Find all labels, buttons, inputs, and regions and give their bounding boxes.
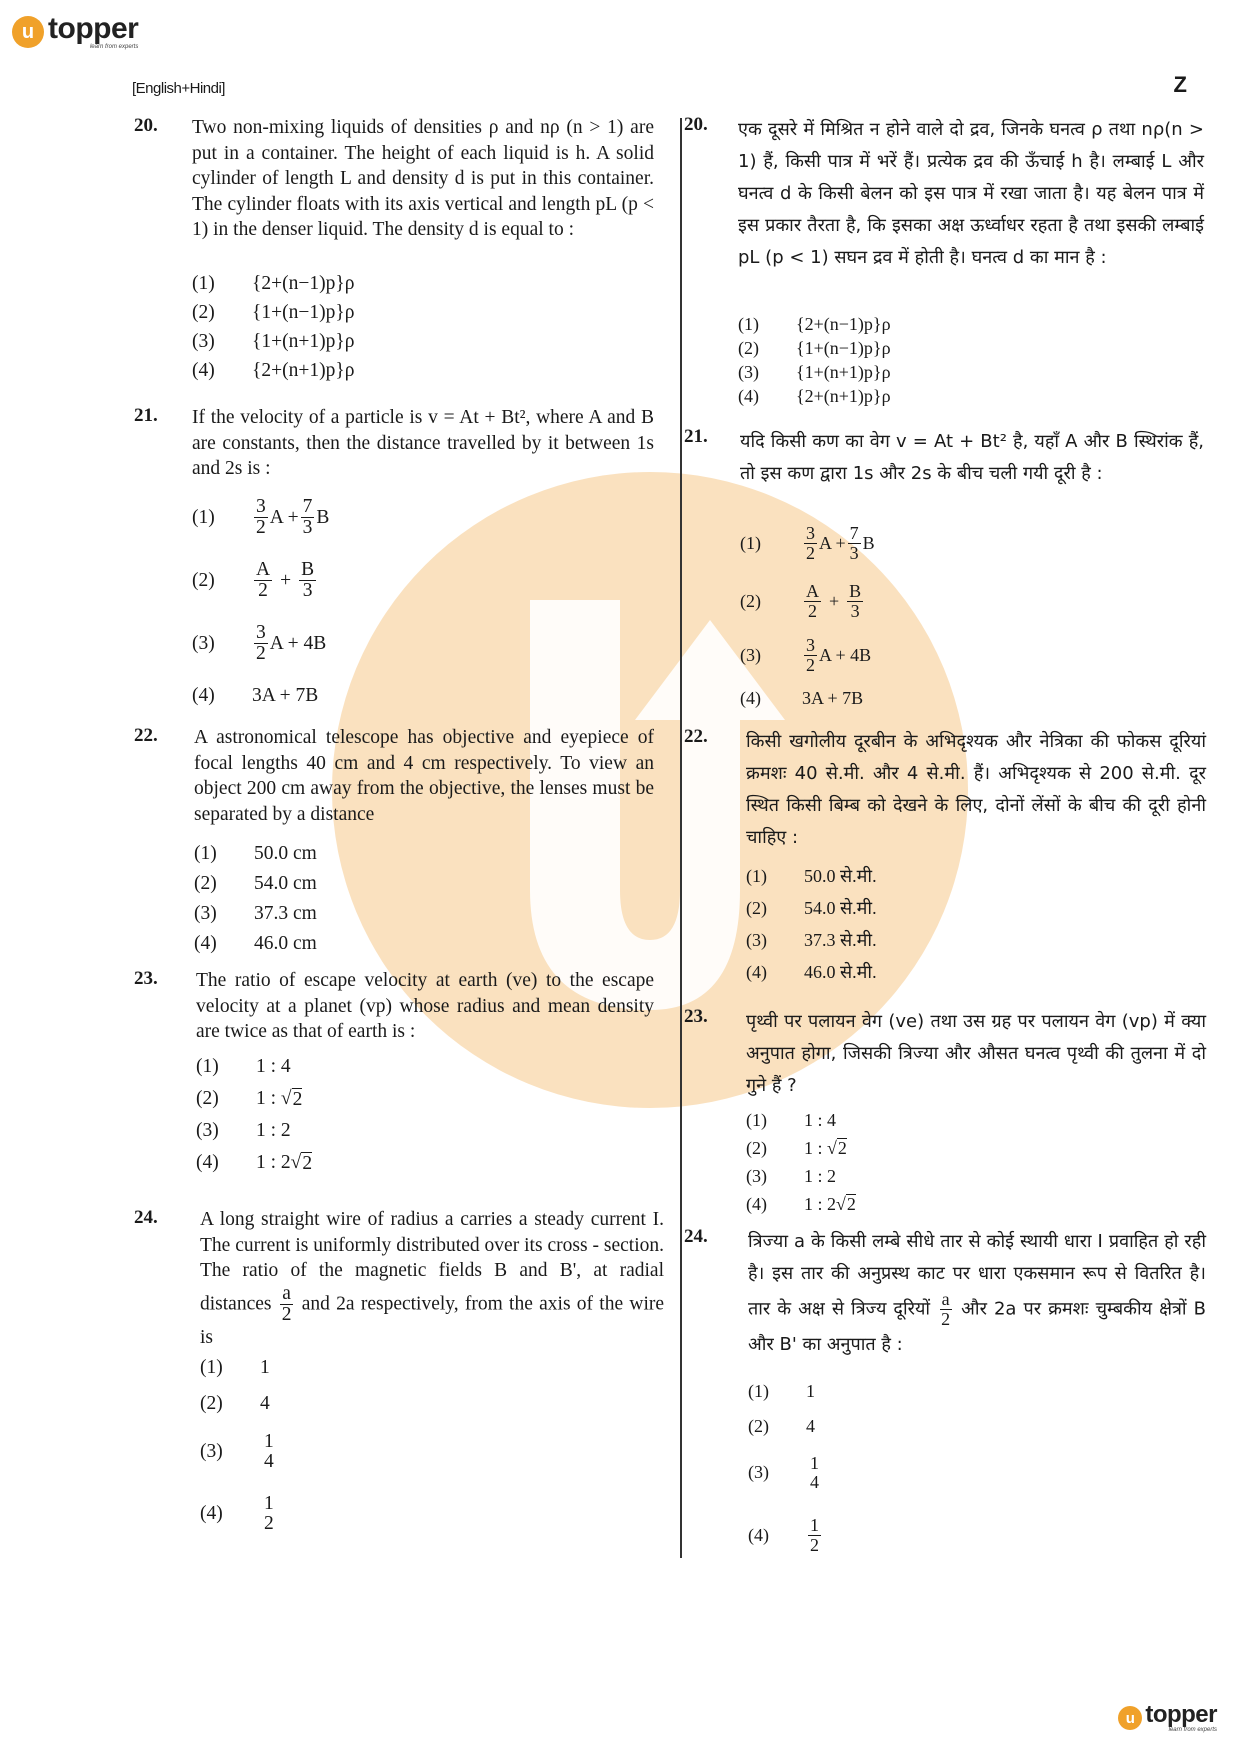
topper-logo-footer [1118,1703,1217,1733]
option-2: (2) 4 [748,1416,815,1436]
question-number: 20. [684,114,708,135]
option-1: (1) $\frac{3}{2}$ A + $\frac{7}{3}$ B [192,496,330,539]
question-20-en [134,115,654,381]
question-23-en [134,968,654,1174]
language-label: [English+Hindi] [132,80,225,97]
question-number: 23. [134,968,158,989]
question-22-en [134,725,654,954]
option-2: (2) {1+(n−1)p}ρ [192,302,355,323]
option-3: (3) {1+(n+1)p}ρ [192,331,355,352]
option-3: (3) 1 4 [200,1431,274,1473]
option-4: (4) {2+(n+1)p}ρ [192,360,355,381]
question-text: A long straight wire of radius a carries a steady current I. The current is uniformly distributed over its cross - section. The ratio of the magnetic fields B and B', at radial distances $\frac{a}{2}$ and 2a respectively, from the axis of the wire is [200,1209,665,1349]
question-23-hi [684,1006,1206,1215]
option-2: (2) 4 [200,1393,270,1414]
option-1: (1) 1 : 4 [196,1056,291,1077]
question-text: एक दूसरे में मिश्रित न होने वाले दो द्रव, जिनके घनत्व ρ तथा nρ(n > 1) हैं, किसी पात्र में भरें हैं। प्रत्येक द्रव की ऊँचाई h है। लम्बाई L और घनत्व d के किसी बेलन को इस पात्र में रखा जाता है। यह बेलन पात्र में इस प्रकार तैरता है, कि इसका अक्ष ऊर्ध्वाधर रहता है तथा इसकी लम्बाई pL (p < 1) सघन द्रव में होती है। घनत्व d का मान है : [738,119,1204,268]
option-1: (1) $\frac{3}{2}$ A + $\frac{7}{3}$ B [740,523,875,563]
option-2: (2) $\frac{A}{2}$ + $\frac{B}{3}$ [192,559,315,602]
paper-code: Z [1173,72,1187,97]
option-4: (4) 1 : 2 √ 2 [196,1152,313,1174]
option-2: (2) 1 : √ 2 [746,1138,847,1159]
question-24-en [134,1207,665,1535]
question-20-hi [684,114,1204,406]
option-4: (4) 1 : 2 √ 2 [746,1194,856,1215]
question-21-en [134,405,654,706]
topper-logo [12,14,138,50]
option-1: (1) 50.0 cm [194,843,317,864]
logo-tagline: learn from experts [89,44,139,50]
option-3: (3) 1 4 [748,1453,819,1492]
logo-circle-icon: u [12,16,44,48]
option-3: (3) $\frac{3}{2}$ A + 4B [192,622,327,665]
option-2: (2) $\frac{A}{2}$ + $\frac{B}{3}$ [740,581,862,621]
option-4: (4) $\frac{1}{2}$ [748,1515,819,1555]
logo-text: topper [1145,1701,1217,1728]
option-2: (2) {1+(n−1)p}ρ [738,338,891,358]
question-text: Two non-mixing liquids of densities ρ and nρ (n > 1) are put in a container. The height of each liquid is h. A solid cylinder of length L and density d is put in this container. The cylinder floats with its axis vertical and length pL (p < 1) in the denser liquid. The density d is equal to : [192,117,654,240]
question-text: यदि किसी कण का वेग v = At + Bt² है, यहाँ A और B स्थिरांक हैं, तो इस कण द्वारा 1s और 2s के बीच चली गयी दूरी है : [740,431,1204,484]
option-3: (3) {1+(n+1)p}ρ [738,362,891,382]
option-1: (1) {2+(n−1)p}ρ [192,273,355,294]
logo-tagline: learn from experts [1168,1727,1217,1733]
question-number: 21. [684,426,708,447]
option-1: (1) {2+(n−1)p}ρ [738,314,891,334]
question-21-hi [684,426,1204,708]
option-3: (3) 37.3 cm [194,903,317,924]
option-3: (3) $\frac{3}{2}$ A + 4B [740,635,872,675]
question-24-hi [684,1226,1206,1555]
question-text: त्रिज्या a के किसी लम्बे सीधे तार से कोई स्थायी धारा I प्रवाहित हो रही है। इस तार की अनुप्रस्थ काट पर धारा एकसमान रूप से वितरित है। तार के अक्ष से त्रिज्य दूरियों $\frac{a}{2}$ और 2a पर क्रमशः चुम्बकीय क्षेत्रों B और B' का अनुपात है : [748,1231,1206,1355]
question-number: 24. [684,1226,708,1247]
logo-circle-icon: u [1118,1706,1142,1730]
question-number: 22. [684,726,708,747]
option-4: (4) 1 2 [200,1493,274,1535]
option-2: (2) 1 : √ 2 [196,1088,303,1110]
option-2: (2) 54.0 cm [194,873,317,894]
option-1: (1) 1 [748,1381,815,1401]
question-number: 22. [134,725,158,746]
question-text: A astronomical telescope has objective and eyepiece of focal lengths 40 cm and 4 cm respectively. To view an object 200 cm away from the objective, the lenses must be separated by a distance [194,727,654,825]
question-number: 20. [134,115,158,136]
question-text: If the velocity of a particle is v = At + Bt², where A and B are constants, then the distance travelled by it between 1s and 2s is : [192,407,654,479]
question-number: 23. [684,1006,708,1027]
question-22-hi [684,726,1206,982]
option-2: (2) 54.0 से.मी. [746,897,877,918]
option-4: (4) 46.0 से.मी. [746,961,877,982]
option-3: (3) 37.3 से.मी. [746,929,877,950]
option-1: (1) 50.0 से.मी. [746,865,877,886]
option-1: (1) 1 : 4 [746,1110,837,1130]
option-3: (3) 1 : 2 [746,1166,837,1186]
logo-text: topper [48,12,139,45]
option-4: (4) 3A + 7B [192,685,319,706]
question-text: The ratio of escape velocity at earth (ve) to the escape velocity at a planet (vp) whose radius and mean density are twice as that of earth is : [196,970,654,1042]
question-text: किसी खगोलीय दूरबीन के अभिदृश्यक और नेत्रिका की फोकस दूरियां क्रमशः 40 से.मी. और 4 से.मी. हैं। अभिदृश्यक से 200 से.मी. दूर स्थित किसी बिम्ब को देखने के लिए, दोनों लेंसों के बीच की दूरी होनी चाहिए : [746,731,1206,848]
option-3: (3) 1 : 2 [196,1120,291,1141]
option-4: (4) 3A + 7B [740,688,864,708]
question-text: पृथ्वी पर पलायन वेग (ve) तथा उस ग्रह पर पलायन वेग (vp) में क्या अनुपात होगा, जिसकी त्रिज्या और औसत घनत्व पृथ्वी की तुलना में दो गुने हैं ? [746,1011,1206,1096]
option-1: (1) 1 [200,1357,270,1378]
column-divider [680,118,682,1558]
option-4: (4) 46.0 cm [194,933,317,954]
option-4: (4) {2+(n+1)p}ρ [738,386,891,406]
question-number: 21. [134,405,158,426]
question-number: 24. [134,1207,158,1228]
